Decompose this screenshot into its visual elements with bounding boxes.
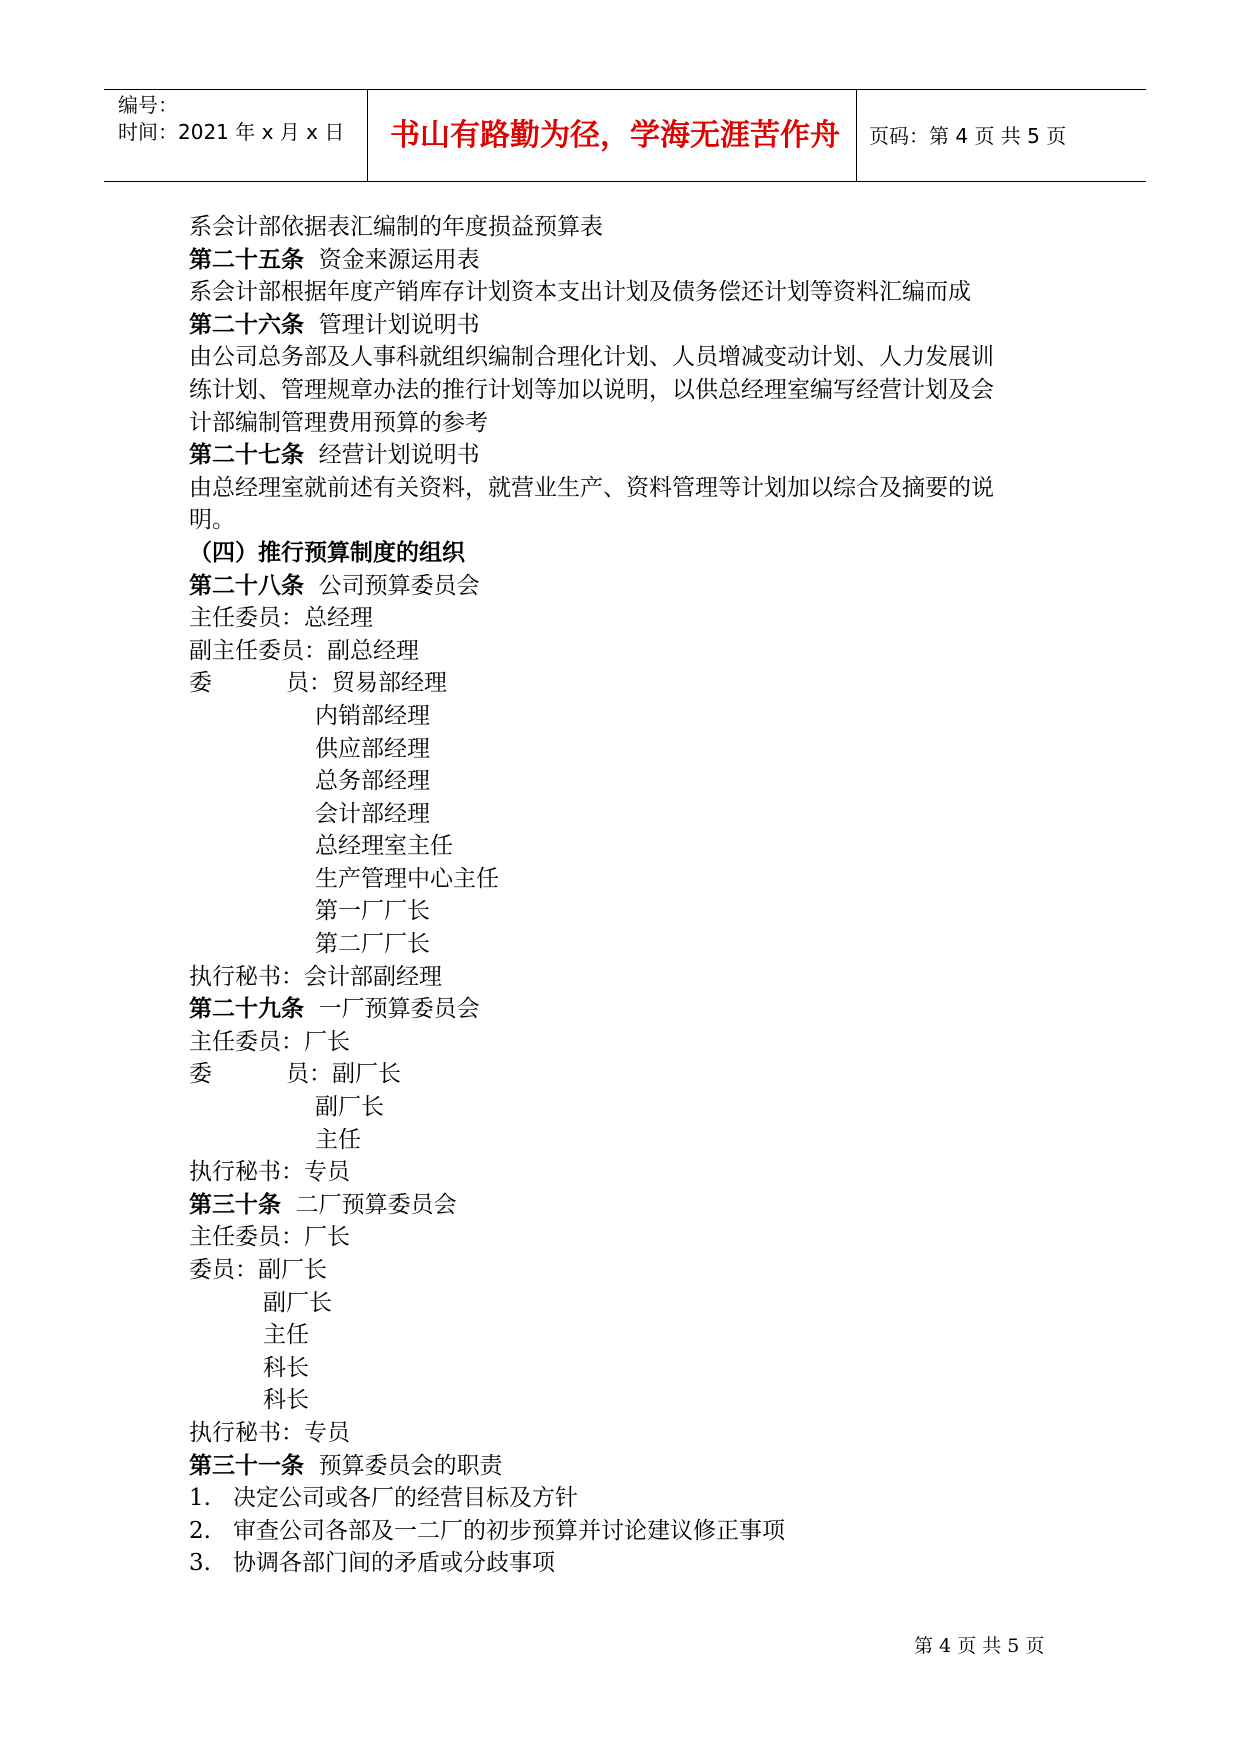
members-label-part: 委 [189,670,212,697]
members-label-line [189,667,1069,700]
article-30-heading [189,1189,1069,1222]
member-item: 总务部经理 [315,768,430,795]
duty-item [189,1515,1069,1548]
member-item: 科长 [263,1387,309,1414]
article-31-heading [189,1450,1069,1483]
article-name: 预算委员会的职责 [318,1452,503,1479]
paragraph-line: 系会计部根据年度产销库存计划资本支出计划及债务偿还计划等资料汇编而成 [189,279,971,306]
paragraph-line: 由总经理室就前述有关资料，就营业生产、资料管理等计划加以综合及摘要的说 [189,474,994,501]
header-code-label: 编号： [118,93,178,117]
document-body [189,211,1069,1580]
header-top-rule [104,89,1146,90]
paragraph-line: 系会计部依据表汇编制的年度损益预算表 [189,214,603,240]
member-item: 供应部经理 [315,735,430,762]
chair-line: 主任委员：厂长 [189,1028,350,1055]
member-item: 科长 [263,1354,309,1381]
duty-text: 审查公司各部及一二厂的初步预算并讨论建议修正事项 [233,1517,785,1544]
paragraph-line: 明。 [189,507,235,534]
article-number: 第二十七条 [189,441,304,469]
member-item: 内销部经理 [315,702,430,729]
header-bottom-rule [104,181,1146,182]
paragraph-line: 计部编制管理费用预算的参考 [189,409,488,436]
article-27-heading [189,439,1069,472]
secretary-line: 执行秘书：专员 [189,1419,350,1446]
duty-text: 协调各部门间的矛盾或分歧事项 [233,1550,555,1577]
header-motto: 书山有路勤为径，学海无涯苦作舟 [390,118,840,153]
members-label-part: 员： [286,670,332,697]
article-name: 管理计划说明书 [318,311,480,338]
secretary-line: 执行秘书：专员 [189,1159,350,1186]
duty-number: 1. [189,1485,211,1512]
duty-item [189,1482,1069,1515]
member-item: 会计部经理 [315,800,430,827]
member-item: 副厂长 [258,1257,327,1283]
member-item: 主任 [315,1126,361,1153]
article-name: 二厂预算委员会 [295,1191,457,1218]
header-divider-left [367,89,368,181]
chair-line: 主任委员：厂长 [189,1224,350,1251]
article-26-heading [189,309,1069,342]
article-number: 第二十八条 [189,571,304,599]
section-heading: （四）推行预算制度的组织 [189,538,465,566]
members-label: 委员： [189,1257,258,1283]
duty-text: 决定公司或各厂的经营目标及方针 [233,1485,578,1512]
member-item: 副厂长 [332,1061,401,1088]
article-25-heading [189,244,1069,277]
member-item: 生产管理中心主任 [315,865,499,892]
vice-chair-line: 副主任委员：副总经理 [189,637,419,664]
paragraph-line: 练计划、管理规章办法的推行计划等加以说明，以供总经理室编写经营计划及会 [189,376,994,403]
article-number: 第三十条 [189,1190,281,1218]
article-number: 第三十一条 [189,1451,304,1479]
member-item: 副厂长 [315,1094,384,1121]
article-number: 第二十九条 [189,995,304,1023]
article-29-heading [189,993,1069,1026]
member-item: 总经理室主任 [315,833,453,860]
paragraph-line: 由公司总务部及人事科就组织编制合理化计划、人员增减变动计划、人力发展训 [189,344,994,371]
article-number: 第二十五条 [189,245,304,273]
member-item: 副厂长 [263,1289,332,1316]
member-item: 第二厂厂长 [315,931,430,958]
members-label-part: 委 [189,1061,212,1088]
member-item: 贸易部经理 [332,670,447,697]
members-label-line [189,1254,1069,1287]
duty-number: 2. [189,1517,211,1544]
members-label-part: 员： [286,1061,332,1088]
header-time-label: 时间：2021 年 x 月 x 日 [118,120,345,144]
chair-line: 主任委员：总经理 [189,605,373,632]
article-name: 资金来源运用表 [318,246,480,273]
header-page-label: 页码：第 4 页 共 5 页 [869,124,1067,148]
duty-number: 3. [189,1550,211,1577]
duty-item [189,1547,1069,1580]
article-number: 第二十六条 [189,310,304,338]
article-name: 公司预算委员会 [318,572,480,599]
footer-page-number: 第 4 页 共 5 页 [914,1635,1045,1657]
header-divider-right [856,89,857,181]
member-item: 第一厂厂长 [315,898,430,925]
article-28-heading [189,570,1069,603]
article-name: 一厂预算委员会 [318,996,480,1023]
secretary-line: 执行秘书：会计部副经理 [189,963,442,990]
member-item: 主任 [263,1322,309,1349]
members-label-line [189,1058,1069,1091]
article-name: 经营计划说明书 [318,442,480,469]
